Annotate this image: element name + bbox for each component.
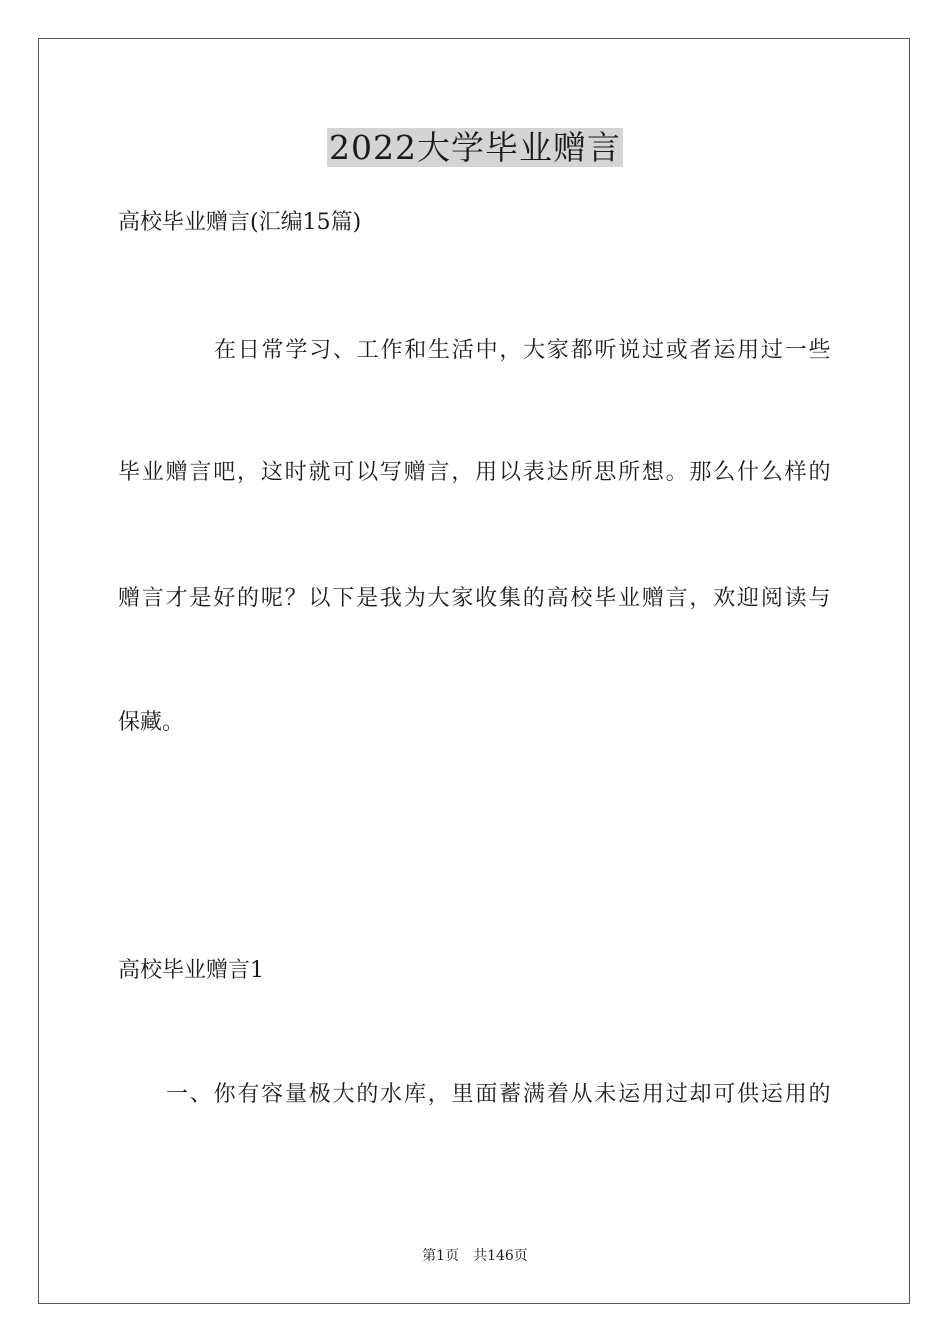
intro-line-3: 赠言才是好的呢？以下是我为大家收集的高校毕业赠言，欢迎阅读与 — [118, 586, 832, 611]
section-heading: 高校毕业赠言1 — [118, 958, 264, 983]
document-subtitle: 高校毕业赠言(汇编15篇) — [118, 210, 362, 235]
intro-line-1: 在日常学习、工作和生活中，大家都听说过或者运用过一些 — [214, 338, 832, 363]
intro-line-4: 保藏。 — [118, 710, 185, 735]
intro-line-2: 毕业赠言吧，这时就可以写赠言，用以表达所思所想。那么什么样的 — [118, 460, 832, 485]
document-title: 2022大学毕业赠言 — [329, 128, 621, 167]
document-title-container — [0, 128, 950, 168]
body-line-1: 一、你有容量极大的水库，里面蓄满着从未运用过却可供运用的 — [166, 1082, 832, 1107]
page-number: 第1页 共146页 — [422, 1248, 528, 1264]
